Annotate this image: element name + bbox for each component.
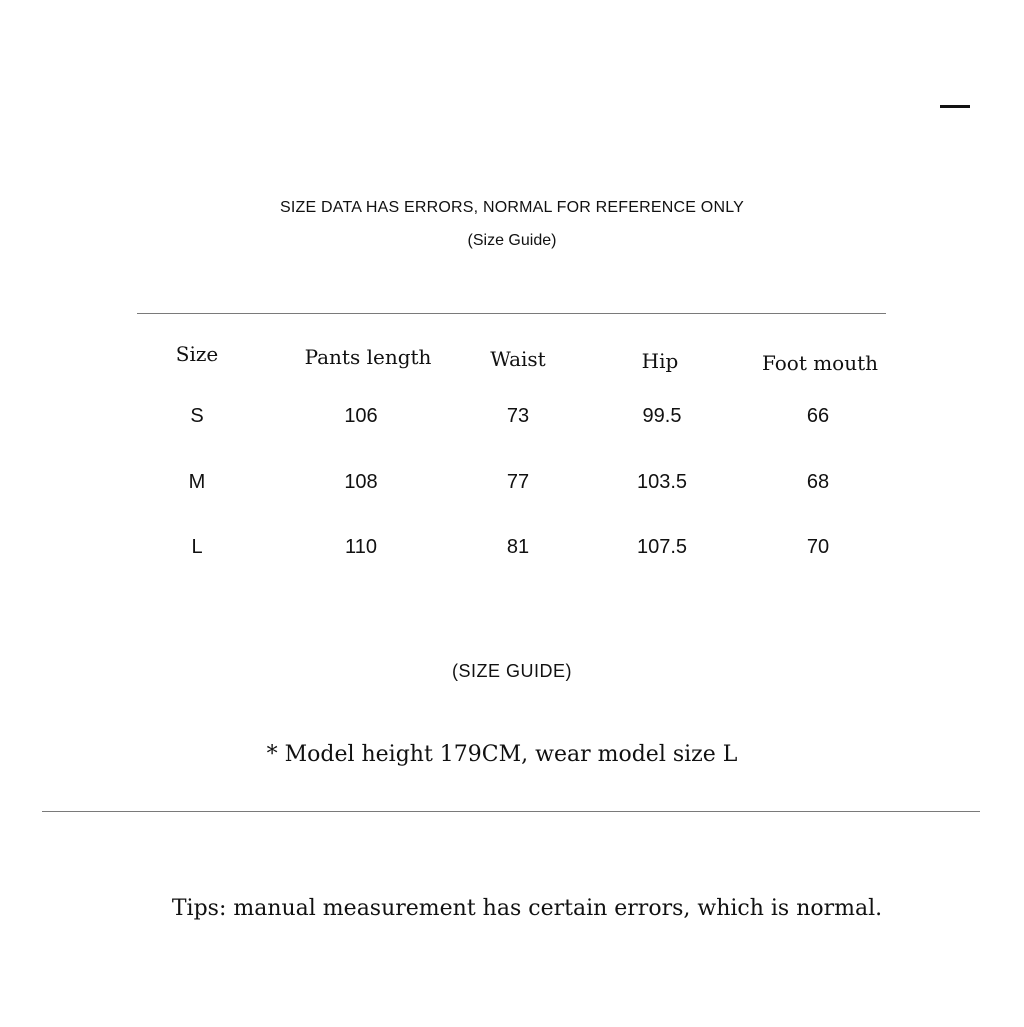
row-s-hip: 99.5 bbox=[642, 405, 682, 427]
measurement-tips: Tips: manual measurement has certain errors, which is normal. bbox=[171, 896, 883, 921]
top-divider bbox=[137, 313, 886, 314]
size-guide-subtitle: (Size Guide) bbox=[467, 232, 557, 249]
header-size: Size bbox=[175, 342, 219, 366]
minimize-dash-icon bbox=[940, 105, 970, 108]
row-m-size: M bbox=[188, 471, 206, 493]
row-m-foot-mouth: 68 bbox=[806, 471, 830, 493]
row-s-foot-mouth: 66 bbox=[806, 405, 830, 427]
row-l-pants-length: 110 bbox=[345, 536, 377, 558]
row-l-foot-mouth: 70 bbox=[806, 536, 830, 558]
header-pants-length: Pants length bbox=[304, 345, 432, 369]
row-l-waist: 81 bbox=[506, 536, 530, 558]
row-m-pants-length: 108 bbox=[344, 471, 378, 493]
row-s-size: S bbox=[190, 405, 204, 427]
size-guide-footer-label: (SIZE GUIDE) bbox=[451, 661, 572, 681]
header-hip: Hip bbox=[641, 349, 679, 373]
header-waist: Waist bbox=[490, 347, 546, 371]
row-l-size: L bbox=[191, 536, 203, 558]
header-foot-mouth: Foot mouth bbox=[761, 351, 879, 375]
size-data-notice: SIZE DATA HAS ERRORS, NORMAL FOR REFERENCE ONLY bbox=[280, 199, 744, 216]
row-s-waist: 73 bbox=[506, 405, 530, 427]
row-s-pants-length: 106 bbox=[344, 405, 378, 427]
bottom-divider bbox=[42, 811, 980, 812]
row-l-hip: 107.5 bbox=[636, 536, 688, 558]
row-m-waist: 77 bbox=[506, 471, 530, 493]
model-height-note: * Model height 179CM, wear model size L bbox=[266, 742, 738, 767]
row-m-hip: 103.5 bbox=[636, 471, 688, 493]
